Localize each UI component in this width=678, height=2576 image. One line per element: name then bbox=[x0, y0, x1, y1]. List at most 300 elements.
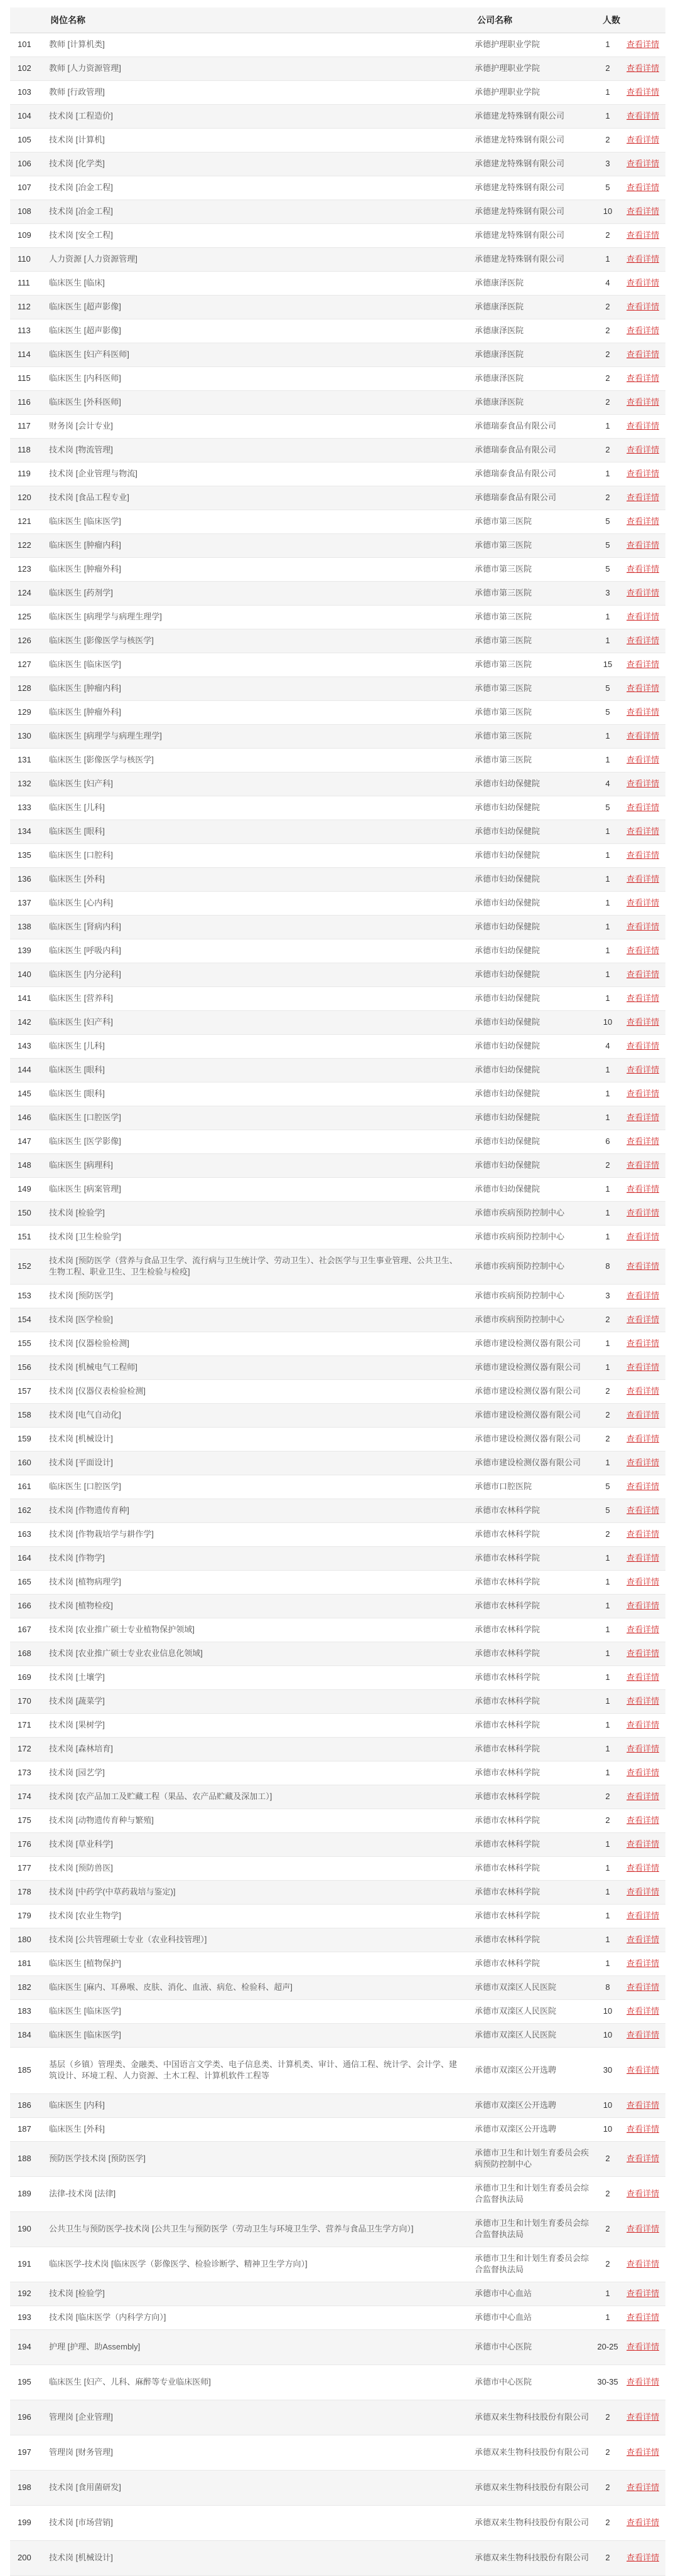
row-index: 179 bbox=[10, 1904, 43, 1928]
company-name: 承德市卫生和计划生育委员会疾病预防控制中心 bbox=[470, 2141, 595, 2176]
row-index: 114 bbox=[10, 343, 43, 366]
view-details-link[interactable]: 查看详情 bbox=[626, 1696, 659, 1706]
company-name: 承德市农林科学院 bbox=[470, 1689, 595, 1713]
view-details-link[interactable]: 查看详情 bbox=[626, 373, 659, 383]
view-details-link[interactable]: 查看详情 bbox=[626, 970, 659, 979]
table-row bbox=[10, 104, 665, 128]
action-cell bbox=[620, 271, 665, 295]
view-details-link[interactable]: 查看详情 bbox=[626, 1553, 659, 1563]
action-cell bbox=[620, 1177, 665, 1201]
company-name: 承德市农林科学院 bbox=[470, 1856, 595, 1880]
row-index: 124 bbox=[10, 581, 43, 605]
position-name: 临床医生 [营养科] bbox=[43, 986, 470, 1010]
position-name: 管理岗 [企业管理] bbox=[43, 2400, 470, 2435]
table-row bbox=[10, 56, 665, 80]
table-row bbox=[10, 1034, 665, 1058]
table-row bbox=[10, 581, 665, 605]
view-details-link[interactable]: 查看详情 bbox=[626, 1339, 659, 1348]
headcount: 1 bbox=[595, 1689, 620, 1713]
row-index: 130 bbox=[10, 724, 43, 748]
table-row bbox=[10, 2093, 665, 2117]
table-row bbox=[10, 1201, 665, 1225]
view-details-link[interactable]: 查看详情 bbox=[626, 826, 659, 836]
view-details-link[interactable]: 查看详情 bbox=[626, 1291, 659, 1300]
action-cell bbox=[620, 295, 665, 319]
view-details-link[interactable]: 查看详情 bbox=[626, 2289, 659, 2298]
headcount: 2 bbox=[595, 2176, 620, 2211]
view-details-link[interactable]: 查看详情 bbox=[626, 111, 659, 120]
view-details-link[interactable]: 查看详情 bbox=[626, 1184, 659, 1194]
view-details-link[interactable]: 查看详情 bbox=[626, 2412, 659, 2422]
view-details-link[interactable]: 查看详情 bbox=[626, 278, 659, 287]
table-row bbox=[10, 629, 665, 653]
position-name: 技术岗 [植物检疫] bbox=[43, 1594, 470, 1618]
row-index: 143 bbox=[10, 1034, 43, 1058]
headcount: 5 bbox=[595, 176, 620, 200]
company-name: 承德市第三医院 bbox=[470, 748, 595, 772]
action-cell bbox=[620, 1856, 665, 1880]
headcount: 1 bbox=[595, 1546, 620, 1570]
position-name: 临床医生 [病理科] bbox=[43, 1153, 470, 1177]
view-details-link[interactable]: 查看详情 bbox=[626, 1911, 659, 1920]
view-details-link[interactable]: 查看详情 bbox=[626, 1505, 659, 1515]
company-name: 承德市建设检测仪器有限公司 bbox=[470, 1427, 595, 1451]
action-cell bbox=[620, 1082, 665, 1106]
row-index: 150 bbox=[10, 1201, 43, 1225]
company-name: 承德市妇幼保健院 bbox=[470, 1177, 595, 1201]
row-index: 125 bbox=[10, 605, 43, 629]
view-details-link[interactable]: 查看详情 bbox=[626, 302, 659, 311]
header-index bbox=[10, 8, 43, 33]
action-cell bbox=[620, 104, 665, 128]
row-index: 131 bbox=[10, 748, 43, 772]
row-index: 134 bbox=[10, 820, 43, 843]
company-name: 承德瑞泰食品有限公司 bbox=[470, 438, 595, 462]
view-details-link[interactable]: 查看详情 bbox=[626, 1208, 659, 1217]
view-details-link[interactable]: 查看详情 bbox=[626, 2224, 659, 2233]
view-details-link[interactable]: 查看详情 bbox=[626, 1625, 659, 1634]
position-name: 技术岗 [预防医学（营养与食品卫生学、流行病与卫生统计学、劳动卫生）、社会医学与卫生事业管理、公共卫生、生物工程、职业卫生、卫生检验与检疫] bbox=[43, 1249, 470, 1284]
action-cell bbox=[620, 152, 665, 176]
headcount: 1 bbox=[595, 820, 620, 843]
table-row bbox=[10, 343, 665, 366]
position-name: 技术岗 [检验学] bbox=[43, 1201, 470, 1225]
action-cell bbox=[620, 1451, 665, 1475]
action-cell bbox=[620, 1034, 665, 1058]
view-details-link[interactable]: 查看详情 bbox=[626, 660, 659, 669]
row-index: 132 bbox=[10, 772, 43, 796]
company-name: 承德市农林科学院 bbox=[470, 1713, 595, 1737]
position-name: 教师 [行政管理] bbox=[43, 80, 470, 104]
headcount: 1 bbox=[595, 963, 620, 986]
view-details-link[interactable]: 查看详情 bbox=[626, 1935, 659, 1944]
action-cell bbox=[620, 366, 665, 390]
company-name: 承德市农林科学院 bbox=[470, 1570, 595, 1594]
row-index: 157 bbox=[10, 1379, 43, 1403]
headcount: 2 bbox=[595, 319, 620, 343]
headcount: 2 bbox=[595, 1809, 620, 1832]
action-cell bbox=[620, 1130, 665, 1153]
table-row bbox=[10, 533, 665, 557]
view-details-link[interactable]: 查看详情 bbox=[626, 1458, 659, 1467]
headcount: 2 bbox=[595, 2435, 620, 2470]
view-details-link[interactable]: 查看详情 bbox=[626, 230, 659, 240]
row-index: 193 bbox=[10, 2306, 43, 2329]
row-index: 163 bbox=[10, 1522, 43, 1546]
table-row bbox=[10, 724, 665, 748]
company-name: 承德市口腔医院 bbox=[470, 1475, 595, 1499]
action-cell bbox=[620, 510, 665, 533]
position-name: 技术岗 [企业管理与物流] bbox=[43, 462, 470, 486]
view-details-link[interactable]: 查看详情 bbox=[626, 1065, 659, 1074]
view-details-link[interactable]: 查看详情 bbox=[626, 1815, 659, 1825]
headcount: 2 bbox=[595, 2211, 620, 2247]
row-index: 199 bbox=[10, 2505, 43, 2540]
headcount: 1 bbox=[595, 1642, 620, 1665]
headcount: 1 bbox=[595, 1713, 620, 1737]
row-index: 187 bbox=[10, 2117, 43, 2141]
action-cell bbox=[620, 724, 665, 748]
position-name: 预防医学技术岗 [预防医学] bbox=[43, 2141, 470, 2176]
row-index: 185 bbox=[10, 2047, 43, 2093]
view-details-link[interactable]: 查看详情 bbox=[626, 612, 659, 621]
position-name: 技术岗 [电气自动化] bbox=[43, 1403, 470, 1427]
view-details-link[interactable]: 查看详情 bbox=[626, 2006, 659, 2016]
headcount: 10 bbox=[595, 200, 620, 223]
action-cell bbox=[620, 1522, 665, 1546]
position-name: 技术岗 [平面设计] bbox=[43, 1451, 470, 1475]
view-details-link[interactable]: 查看详情 bbox=[626, 1136, 659, 1146]
view-details-link[interactable]: 查看详情 bbox=[626, 40, 659, 49]
view-details-link[interactable]: 查看详情 bbox=[626, 2259, 659, 2269]
action-cell bbox=[620, 1403, 665, 1427]
action-cell bbox=[620, 1809, 665, 1832]
view-details-link[interactable]: 查看详情 bbox=[626, 2482, 659, 2492]
position-name: 临床医生 [植物保护] bbox=[43, 1952, 470, 1975]
row-index: 101 bbox=[10, 33, 43, 56]
action-cell bbox=[620, 1594, 665, 1618]
view-details-link[interactable]: 查看详情 bbox=[626, 779, 659, 788]
action-cell bbox=[620, 629, 665, 653]
headcount: 5 bbox=[595, 700, 620, 724]
table-row bbox=[10, 653, 665, 676]
view-details-link[interactable]: 查看详情 bbox=[626, 1386, 659, 1396]
headcount: 2 bbox=[595, 1379, 620, 1403]
headcount: 1 bbox=[595, 1106, 620, 1130]
position-name: 技术岗 [安全工程] bbox=[43, 223, 470, 247]
position-name: 技术岗 [临床医学（内科学方向）] bbox=[43, 2306, 470, 2329]
row-index: 156 bbox=[10, 1355, 43, 1379]
headcount: 1 bbox=[595, 2306, 620, 2329]
view-details-link[interactable]: 查看详情 bbox=[626, 397, 659, 407]
company-name: 承德市农林科学院 bbox=[470, 1499, 595, 1522]
view-details-link[interactable]: 查看详情 bbox=[626, 469, 659, 478]
view-details-link[interactable]: 查看详情 bbox=[626, 2342, 659, 2351]
row-index: 145 bbox=[10, 1082, 43, 1106]
view-details-link[interactable]: 查看详情 bbox=[626, 1017, 659, 1027]
headcount: 1 bbox=[595, 104, 620, 128]
table-row bbox=[10, 33, 665, 56]
position-name: 技术岗 [作物学] bbox=[43, 1546, 470, 1570]
row-index: 196 bbox=[10, 2400, 43, 2435]
headcount: 2 bbox=[595, 1427, 620, 1451]
company-name: 承德市双滦区公开选聘 bbox=[470, 2093, 595, 2117]
view-details-link[interactable]: 查看详情 bbox=[626, 1160, 659, 1170]
headcount: 5 bbox=[595, 533, 620, 557]
view-details-link[interactable]: 查看详情 bbox=[626, 803, 659, 812]
action-cell bbox=[620, 1689, 665, 1713]
table-row bbox=[10, 1570, 665, 1594]
position-name: 临床医生 [外科] bbox=[43, 2117, 470, 2141]
company-name: 承德市双滦区公开选聘 bbox=[470, 2117, 595, 2141]
action-cell bbox=[620, 1058, 665, 1082]
position-name: 临床医生 [口腔医学] bbox=[43, 1106, 470, 1130]
table-row bbox=[10, 1451, 665, 1475]
action-cell bbox=[620, 748, 665, 772]
action-cell bbox=[620, 33, 665, 56]
row-index: 178 bbox=[10, 1880, 43, 1904]
view-details-link[interactable]: 查看详情 bbox=[626, 254, 659, 264]
view-details-link[interactable]: 查看详情 bbox=[626, 1887, 659, 1896]
view-details-link[interactable]: 查看详情 bbox=[626, 2030, 659, 2039]
table-row bbox=[10, 1737, 665, 1761]
company-name: 承德市妇幼保健院 bbox=[470, 963, 595, 986]
table-row bbox=[10, 2540, 665, 2575]
view-details-link[interactable]: 查看详情 bbox=[626, 87, 659, 97]
action-cell bbox=[620, 390, 665, 414]
company-name: 承德市妇幼保健院 bbox=[470, 1130, 595, 1153]
position-name: 技术岗 [物流管理] bbox=[43, 438, 470, 462]
view-details-link[interactable]: 查看详情 bbox=[626, 63, 659, 73]
row-index: 190 bbox=[10, 2211, 43, 2247]
position-name: 技术岗 [预防医学] bbox=[43, 1284, 470, 1308]
view-details-link[interactable]: 查看详情 bbox=[626, 1839, 659, 1849]
view-details-link[interactable]: 查看详情 bbox=[626, 1315, 659, 1324]
view-details-link[interactable]: 查看详情 bbox=[626, 1089, 659, 1098]
view-details-link[interactable]: 查看详情 bbox=[626, 2447, 659, 2457]
view-details-link[interactable]: 查看详情 bbox=[626, 1529, 659, 1539]
row-index: 192 bbox=[10, 2282, 43, 2306]
headcount: 10 bbox=[595, 2093, 620, 2117]
action-cell bbox=[620, 1952, 665, 1975]
row-index: 118 bbox=[10, 438, 43, 462]
view-details-link[interactable]: 查看详情 bbox=[626, 135, 659, 144]
table-header bbox=[10, 8, 665, 33]
view-details-link[interactable]: 查看详情 bbox=[626, 1434, 659, 1443]
row-index: 194 bbox=[10, 2329, 43, 2365]
row-index: 138 bbox=[10, 915, 43, 939]
view-details-link[interactable]: 查看详情 bbox=[626, 183, 659, 192]
company-name: 承德市妇幼保健院 bbox=[470, 915, 595, 939]
view-details-link[interactable]: 查看详情 bbox=[626, 493, 659, 502]
row-index: 113 bbox=[10, 319, 43, 343]
action-cell bbox=[620, 1284, 665, 1308]
view-details-link[interactable]: 查看详情 bbox=[626, 516, 659, 526]
headcount: 4 bbox=[595, 772, 620, 796]
position-name: 临床医生 [肿瘤外科] bbox=[43, 557, 470, 581]
view-details-link[interactable]: 查看详情 bbox=[626, 707, 659, 717]
view-details-link[interactable]: 查看详情 bbox=[626, 898, 659, 907]
view-details-link[interactable]: 查看详情 bbox=[626, 326, 659, 335]
company-name: 承德市双滦区人民医院 bbox=[470, 1999, 595, 2023]
view-details-link[interactable]: 查看详情 bbox=[626, 1410, 659, 1419]
action-cell bbox=[620, 2247, 665, 2282]
row-index: 119 bbox=[10, 462, 43, 486]
table-row bbox=[10, 2435, 665, 2470]
view-details-link[interactable]: 查看详情 bbox=[626, 350, 659, 359]
position-name: 技术岗 [预防兽医] bbox=[43, 1856, 470, 1880]
headcount: 1 bbox=[595, 891, 620, 915]
view-details-link[interactable]: 查看详情 bbox=[626, 1232, 659, 1241]
headcount: 6 bbox=[595, 1130, 620, 1153]
table-row bbox=[10, 1106, 665, 1130]
view-details-link[interactable]: 查看详情 bbox=[626, 564, 659, 574]
action-cell bbox=[620, 486, 665, 510]
table-row bbox=[10, 366, 665, 390]
company-name: 承德市建设检测仪器有限公司 bbox=[470, 1355, 595, 1379]
company-name: 承德双来生物科技股份有限公司 bbox=[470, 2540, 595, 2575]
headcount: 1 bbox=[595, 1880, 620, 1904]
view-details-link[interactable]: 查看详情 bbox=[626, 2065, 659, 2075]
row-index: 103 bbox=[10, 80, 43, 104]
view-details-link[interactable]: 查看详情 bbox=[626, 922, 659, 931]
view-details-link[interactable]: 查看详情 bbox=[626, 874, 659, 884]
view-details-link[interactable]: 查看详情 bbox=[626, 2312, 659, 2322]
view-details-link[interactable]: 查看详情 bbox=[626, 1863, 659, 1873]
view-details-link[interactable]: 查看详情 bbox=[626, 2553, 659, 2562]
view-details-link[interactable]: 查看详情 bbox=[626, 2124, 659, 2134]
table-row bbox=[10, 557, 665, 581]
company-name: 承德市第三医院 bbox=[470, 533, 595, 557]
company-name: 承德建龙特殊钢有限公司 bbox=[470, 104, 595, 128]
headcount: 1 bbox=[595, 1856, 620, 1880]
view-details-link[interactable]: 查看详情 bbox=[626, 1792, 659, 1801]
view-details-link[interactable]: 查看详情 bbox=[626, 2189, 659, 2198]
company-name: 承德市妇幼保健院 bbox=[470, 1034, 595, 1058]
headcount: 1 bbox=[595, 80, 620, 104]
view-details-link[interactable]: 查看详情 bbox=[626, 1982, 659, 1992]
view-details-link[interactable]: 查看详情 bbox=[626, 540, 659, 550]
company-name: 承德市第三医院 bbox=[470, 629, 595, 653]
company-name: 承德市第三医院 bbox=[470, 700, 595, 724]
view-details-link[interactable]: 查看详情 bbox=[626, 1041, 659, 1050]
view-details-link[interactable]: 查看详情 bbox=[626, 445, 659, 454]
row-index: 160 bbox=[10, 1451, 43, 1475]
view-details-link[interactable]: 查看详情 bbox=[626, 1768, 659, 1777]
view-details-link[interactable]: 查看详情 bbox=[626, 683, 659, 693]
action-cell bbox=[620, 2047, 665, 2093]
header-action bbox=[620, 8, 665, 33]
headcount: 1 bbox=[595, 1355, 620, 1379]
view-details-link[interactable]: 查看详情 bbox=[626, 755, 659, 764]
table-row bbox=[10, 1689, 665, 1713]
position-name: 技术岗 [蔬菜学] bbox=[43, 1689, 470, 1713]
view-details-link[interactable]: 查看详情 bbox=[626, 1744, 659, 1753]
company-name: 承德市农林科学院 bbox=[470, 1880, 595, 1904]
company-name: 承德市农林科学院 bbox=[470, 1785, 595, 1809]
table-row bbox=[10, 1403, 665, 1427]
view-details-link[interactable]: 查看详情 bbox=[626, 1959, 659, 1968]
row-index: 181 bbox=[10, 1952, 43, 1975]
view-details-link[interactable]: 查看详情 bbox=[626, 1601, 659, 1610]
table-row bbox=[10, 1522, 665, 1546]
action-cell bbox=[620, 1618, 665, 1642]
table-row bbox=[10, 605, 665, 629]
view-details-link[interactable]: 查看详情 bbox=[626, 159, 659, 168]
company-name: 承德市疾病预防控制中心 bbox=[470, 1308, 595, 1332]
position-name: 临床医生 [病理学与病理生理学] bbox=[43, 724, 470, 748]
row-index: 106 bbox=[10, 152, 43, 176]
headcount: 1 bbox=[595, 629, 620, 653]
headcount: 30-35 bbox=[595, 2365, 620, 2400]
view-details-link[interactable]: 查看详情 bbox=[626, 2154, 659, 2163]
view-details-link[interactable]: 查看详情 bbox=[626, 1720, 659, 1729]
view-details-link[interactable]: 查看详情 bbox=[626, 1362, 659, 1372]
action-cell bbox=[620, 2505, 665, 2540]
position-name: 临床医生 [影像医学与核医学] bbox=[43, 748, 470, 772]
table-row bbox=[10, 939, 665, 963]
view-details-link[interactable]: 查看详情 bbox=[626, 1577, 659, 1586]
table-row bbox=[10, 1082, 665, 1106]
view-details-link[interactable]: 查看详情 bbox=[626, 1672, 659, 1682]
headcount: 5 bbox=[595, 510, 620, 533]
view-details-link[interactable]: 查看详情 bbox=[626, 2100, 659, 2110]
company-name: 承德市疾病预防控制中心 bbox=[470, 1284, 595, 1308]
table-row bbox=[10, 80, 665, 104]
company-name: 承德市妇幼保健院 bbox=[470, 891, 595, 915]
company-name: 承德瑞泰食品有限公司 bbox=[470, 462, 595, 486]
position-name: 临床医生 [眼科] bbox=[43, 820, 470, 843]
table-row bbox=[10, 1249, 665, 1284]
position-name: 技术岗 [卫生检验学] bbox=[43, 1225, 470, 1249]
view-details-link[interactable]: 查看详情 bbox=[626, 993, 659, 1003]
headcount: 1 bbox=[595, 1594, 620, 1618]
view-details-link[interactable]: 查看详情 bbox=[626, 588, 659, 597]
view-details-link[interactable]: 查看详情 bbox=[626, 2518, 659, 2527]
view-details-link[interactable]: 查看详情 bbox=[626, 946, 659, 955]
table-row bbox=[10, 1952, 665, 1975]
company-name: 承德康泽医院 bbox=[470, 295, 595, 319]
company-name: 承德康泽医院 bbox=[470, 319, 595, 343]
view-details-link[interactable]: 查看详情 bbox=[626, 850, 659, 860]
view-details-link[interactable]: 查看详情 bbox=[626, 421, 659, 430]
headcount: 4 bbox=[595, 271, 620, 295]
view-details-link[interactable]: 查看详情 bbox=[626, 206, 659, 216]
action-cell bbox=[620, 772, 665, 796]
headcount: 2 bbox=[595, 1403, 620, 1427]
view-details-link[interactable]: 查看详情 bbox=[626, 731, 659, 740]
action-cell bbox=[620, 1249, 665, 1284]
view-details-link[interactable]: 查看详情 bbox=[626, 2377, 659, 2386]
position-name: 临床医生 [影像医学与核医学] bbox=[43, 629, 470, 653]
table-row bbox=[10, 462, 665, 486]
company-name: 承德市农林科学院 bbox=[470, 1642, 595, 1665]
action-cell bbox=[620, 1737, 665, 1761]
action-cell bbox=[620, 1475, 665, 1499]
view-details-link[interactable]: 查看详情 bbox=[626, 636, 659, 645]
view-details-link[interactable]: 查看详情 bbox=[626, 1649, 659, 1658]
view-details-link[interactable]: 查看详情 bbox=[626, 1482, 659, 1491]
row-index: 173 bbox=[10, 1761, 43, 1785]
position-name: 临床医生 [内分泌科] bbox=[43, 963, 470, 986]
table-row bbox=[10, 820, 665, 843]
view-details-link[interactable]: 查看详情 bbox=[626, 1261, 659, 1271]
view-details-link[interactable]: 查看详情 bbox=[626, 1113, 659, 1122]
action-cell bbox=[620, 1904, 665, 1928]
headcount: 1 bbox=[595, 1570, 620, 1594]
position-name: 临床医生 [心内科] bbox=[43, 891, 470, 915]
position-name: 基层（乡镇）管理类、金融类、中国语言文学类、电子信息类、计算机类、审计、通信工程、统计学、会计学、建筑设计、环境工程、人力资源、土木工程、计算机软件工程等 bbox=[43, 2047, 470, 2093]
